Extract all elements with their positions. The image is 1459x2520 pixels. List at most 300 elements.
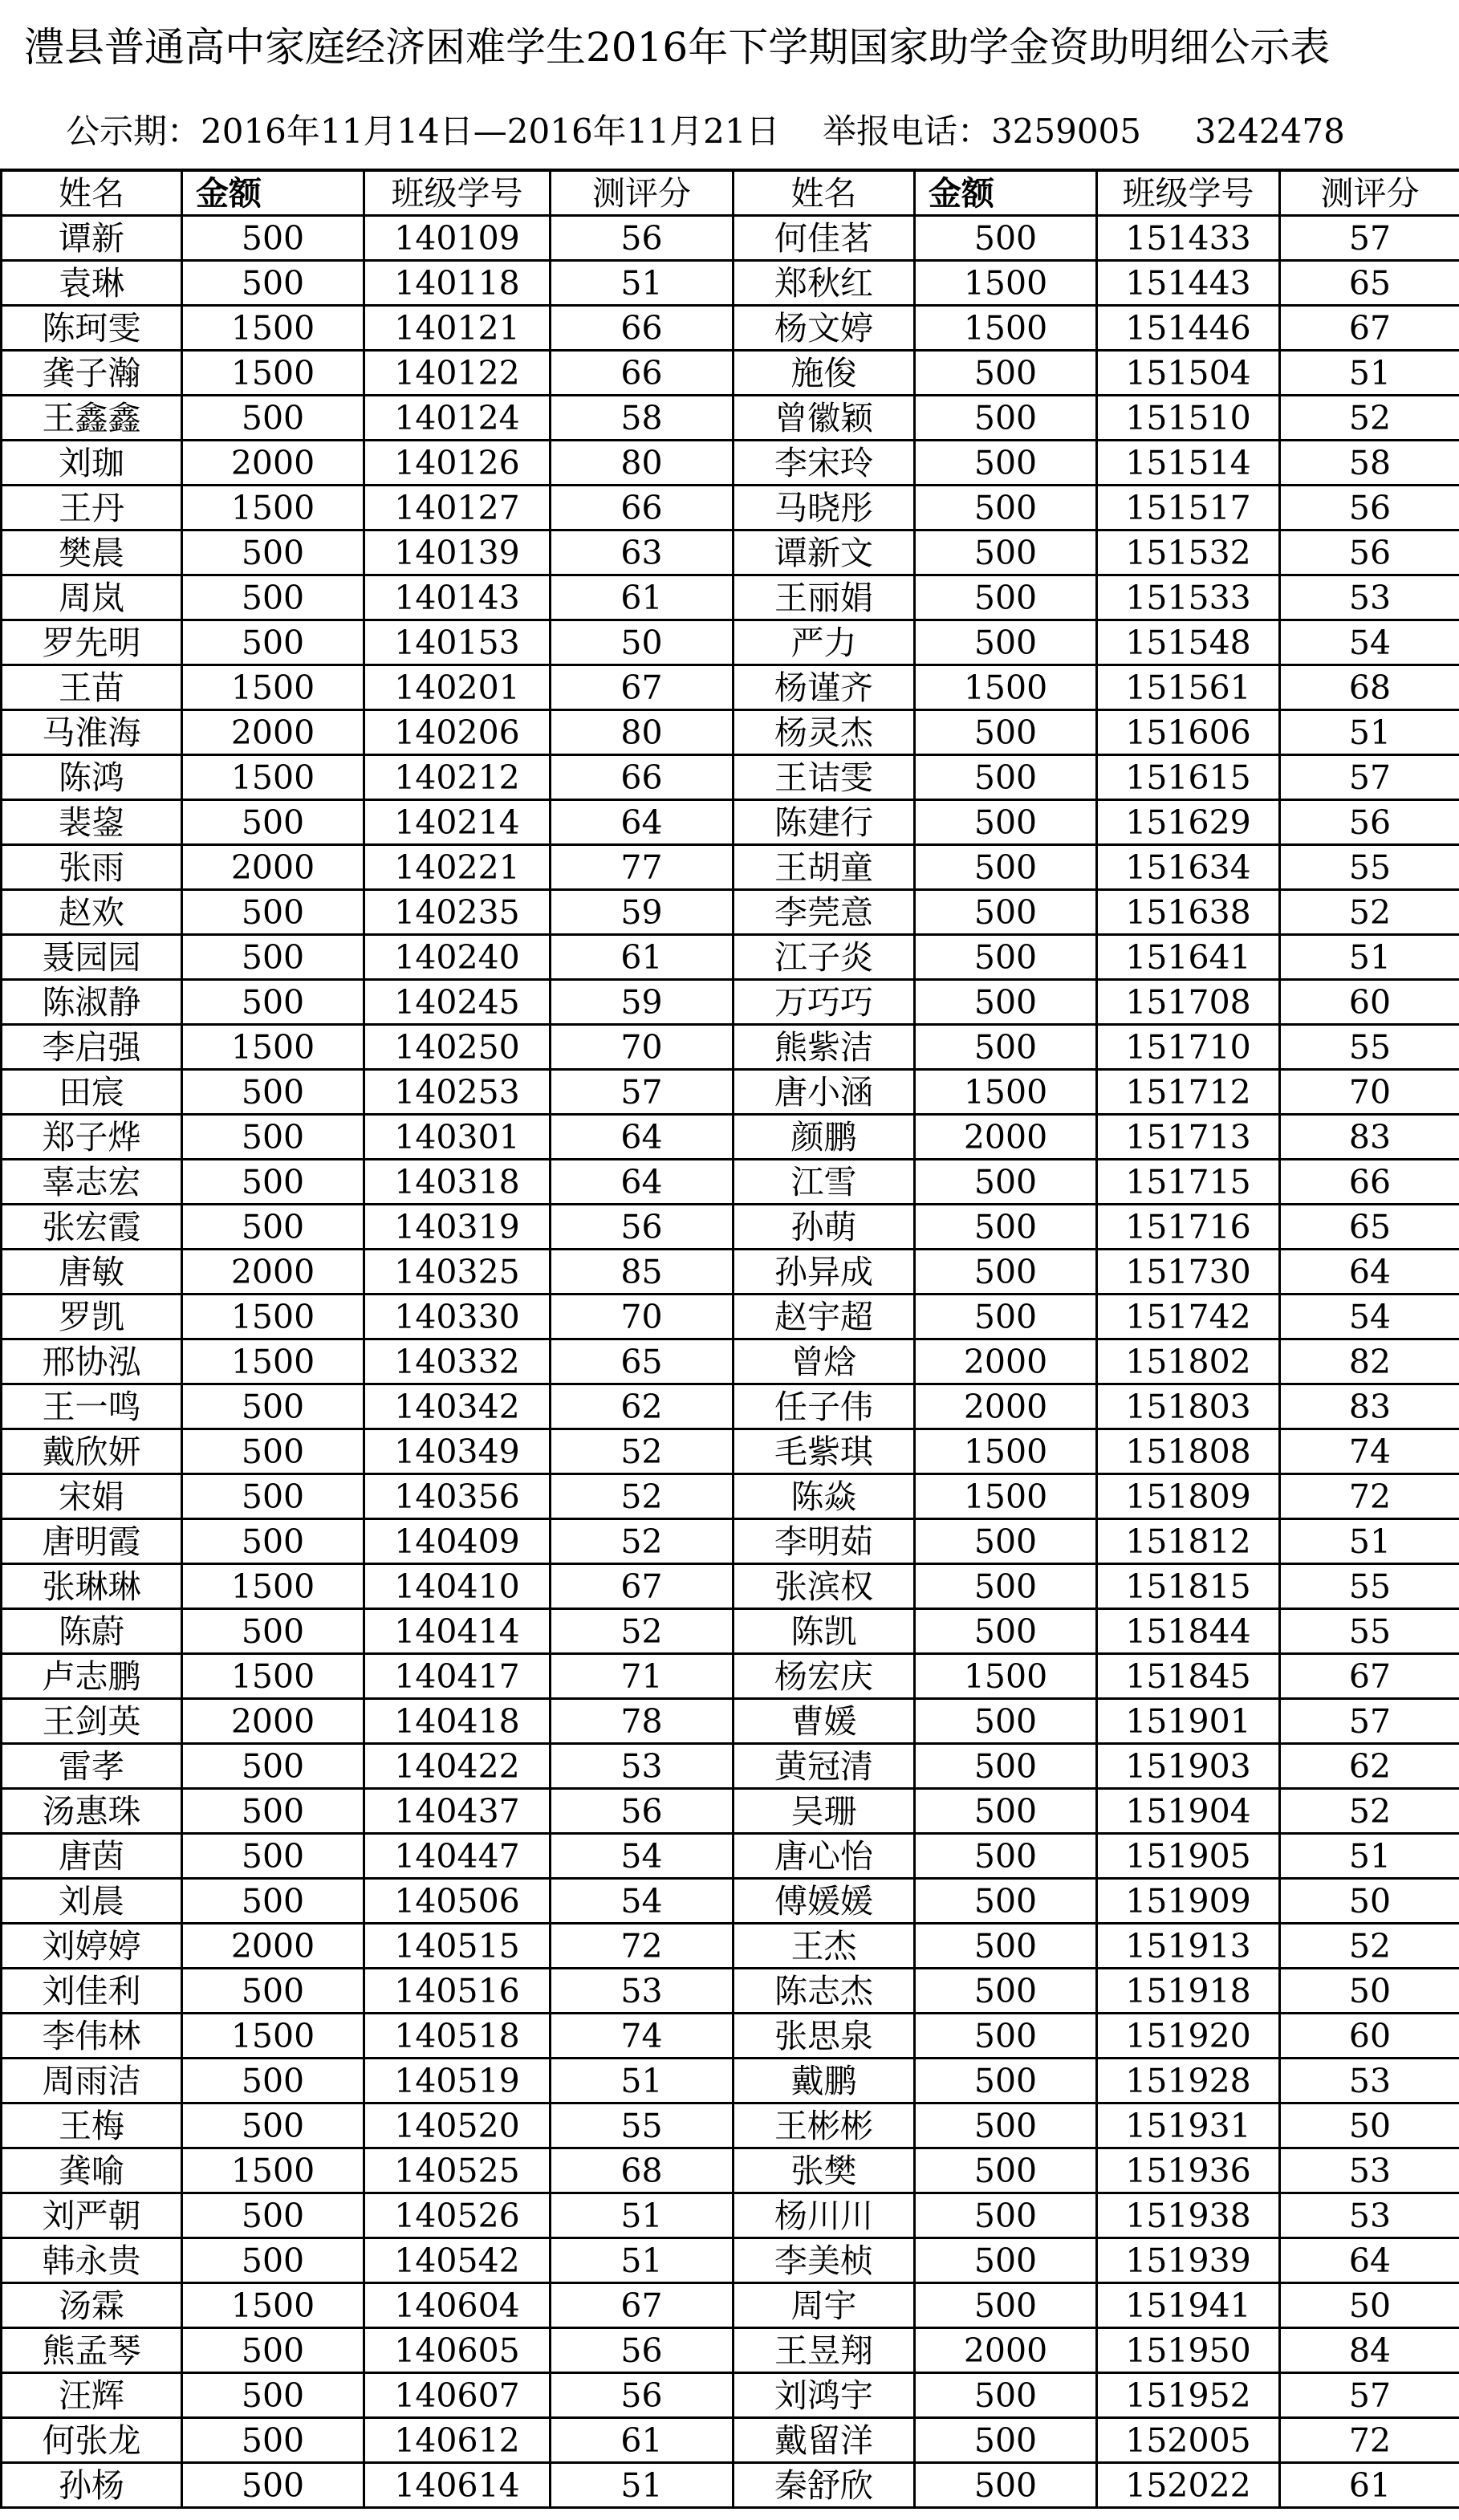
score-cell: 68 bbox=[1280, 665, 1459, 710]
table-row bbox=[2, 1834, 1459, 1879]
class-id-cell: 140221 bbox=[364, 845, 551, 890]
class-id-cell: 152022 bbox=[1097, 2463, 1280, 2508]
amount-cell: 500 bbox=[182, 1969, 364, 2014]
score-cell: 80 bbox=[551, 441, 734, 486]
score-cell: 50 bbox=[1280, 1879, 1459, 1924]
table-row bbox=[2, 1699, 1459, 1744]
score-cell: 56 bbox=[551, 2328, 734, 2373]
score-cell: 50 bbox=[1280, 2103, 1459, 2148]
score-cell: 51 bbox=[1280, 351, 1459, 396]
score-cell: 70 bbox=[1280, 1070, 1459, 1115]
score-cell: 65 bbox=[1280, 1205, 1459, 1250]
table-row bbox=[2, 261, 1459, 306]
score-cell: 74 bbox=[551, 2014, 734, 2059]
score-cell: 62 bbox=[551, 1384, 734, 1429]
score-cell: 56 bbox=[1280, 486, 1459, 530]
table-row bbox=[2, 1879, 1459, 1924]
class-id-cell: 140422 bbox=[364, 1744, 551, 1789]
score-cell: 63 bbox=[551, 530, 734, 575]
score-cell: 52 bbox=[1280, 1789, 1459, 1834]
name-cell: 李伟林 bbox=[2, 2014, 182, 2059]
name-cell: 王丹 bbox=[2, 486, 182, 530]
name-cell: 周宇 bbox=[734, 2283, 915, 2328]
name-cell: 李莞意 bbox=[734, 890, 915, 935]
score-cell: 51 bbox=[1280, 1834, 1459, 1879]
name-cell: 田宸 bbox=[2, 1070, 182, 1115]
name-cell: 熊紫洁 bbox=[734, 1025, 915, 1070]
class-id-cell: 151615 bbox=[1097, 755, 1280, 800]
name-cell: 李宋玲 bbox=[734, 441, 915, 486]
table-row bbox=[2, 980, 1459, 1025]
name-cell: 杨宏庆 bbox=[734, 1654, 915, 1699]
amount-cell: 500 bbox=[182, 1205, 364, 1250]
name-cell: 周岚 bbox=[2, 575, 182, 620]
amount-cell: 500 bbox=[915, 2193, 1097, 2238]
score-cell: 55 bbox=[1280, 1564, 1459, 1609]
class-id-cell: 140607 bbox=[364, 2373, 551, 2418]
amount-cell: 500 bbox=[182, 1160, 364, 1205]
score-cell: 54 bbox=[1280, 1295, 1459, 1339]
score-cell: 83 bbox=[1280, 1384, 1459, 1429]
amount-cell: 500 bbox=[182, 1879, 364, 1924]
class-id-cell: 151905 bbox=[1097, 1834, 1280, 1879]
class-id-cell: 151532 bbox=[1097, 530, 1280, 575]
table-row bbox=[2, 1429, 1459, 1474]
name-cell: 刘婷婷 bbox=[2, 1924, 182, 1969]
table-row bbox=[2, 890, 1459, 935]
name-cell: 张樊 bbox=[734, 2148, 915, 2193]
score-cell: 58 bbox=[551, 396, 734, 441]
score-cell: 70 bbox=[551, 1295, 734, 1339]
table-row bbox=[2, 1969, 1459, 2014]
amount-cell: 500 bbox=[915, 486, 1097, 530]
name-cell: 唐明霞 bbox=[2, 1519, 182, 1564]
name-cell: 汤惠珠 bbox=[2, 1789, 182, 1834]
name-cell: 王梅 bbox=[2, 2103, 182, 2148]
class-id-cell: 140520 bbox=[364, 2103, 551, 2148]
class-id-cell: 140325 bbox=[364, 1250, 551, 1295]
amount-cell: 500 bbox=[182, 980, 364, 1025]
score-cell: 59 bbox=[551, 980, 734, 1025]
class-id-cell: 140506 bbox=[364, 1879, 551, 1924]
class-id-cell: 151712 bbox=[1097, 1070, 1280, 1115]
class-id-cell: 140139 bbox=[364, 530, 551, 575]
class-id-cell: 140318 bbox=[364, 1160, 551, 1205]
class-id-cell: 151952 bbox=[1097, 2373, 1280, 2418]
score-cell: 66 bbox=[551, 351, 734, 396]
table-row bbox=[2, 2373, 1459, 2418]
table-row bbox=[2, 2014, 1459, 2059]
amount-cell: 1500 bbox=[182, 1025, 364, 1070]
name-cell: 郑秋红 bbox=[734, 261, 915, 306]
amount-cell: 500 bbox=[915, 2283, 1097, 2328]
score-cell: 61 bbox=[1280, 2463, 1459, 2508]
class-id-cell: 151730 bbox=[1097, 1250, 1280, 1295]
amount-cell: 2000 bbox=[915, 2328, 1097, 2373]
amount-cell: 500 bbox=[915, 1564, 1097, 1609]
name-cell: 汪辉 bbox=[2, 2373, 182, 2418]
score-cell: 51 bbox=[1280, 1519, 1459, 1564]
amount-cell: 500 bbox=[915, 1789, 1097, 1834]
score-cell: 57 bbox=[1280, 755, 1459, 800]
class-id-cell: 151716 bbox=[1097, 1205, 1280, 1250]
amount-cell: 500 bbox=[182, 2463, 364, 2508]
name-cell: 邢协泓 bbox=[2, 1339, 182, 1384]
amount-cell: 1500 bbox=[915, 665, 1097, 710]
name-cell: 裴鋆 bbox=[2, 800, 182, 845]
table-row bbox=[2, 1654, 1459, 1699]
score-cell: 60 bbox=[1280, 980, 1459, 1025]
score-cell: 64 bbox=[551, 1160, 734, 1205]
grant-table-container bbox=[0, 169, 1459, 2509]
score-cell: 68 bbox=[551, 2148, 734, 2193]
score-cell: 58 bbox=[1280, 441, 1459, 486]
class-id-cell: 151433 bbox=[1097, 216, 1280, 261]
amount-cell: 2000 bbox=[915, 1115, 1097, 1160]
class-id-cell: 140437 bbox=[364, 1789, 551, 1834]
name-cell: 陈志杰 bbox=[734, 1969, 915, 2014]
amount-cell: 2000 bbox=[182, 845, 364, 890]
score-cell: 67 bbox=[1280, 1654, 1459, 1699]
class-id-cell: 151446 bbox=[1097, 306, 1280, 351]
amount-cell: 1500 bbox=[182, 1339, 364, 1384]
name-cell: 王胡童 bbox=[734, 845, 915, 890]
class-id-cell: 140235 bbox=[364, 890, 551, 935]
class-id-cell: 151913 bbox=[1097, 1924, 1280, 1969]
class-id-cell: 140417 bbox=[364, 1654, 551, 1699]
amount-cell: 2000 bbox=[182, 441, 364, 486]
table-row bbox=[2, 2059, 1459, 2103]
class-id-cell: 151815 bbox=[1097, 1564, 1280, 1609]
class-id-cell: 151918 bbox=[1097, 1969, 1280, 2014]
amount-cell: 500 bbox=[915, 2418, 1097, 2463]
name-cell: 王剑英 bbox=[2, 1699, 182, 1744]
amount-cell: 500 bbox=[915, 1519, 1097, 1564]
class-id-cell: 151928 bbox=[1097, 2059, 1280, 2103]
amount-cell: 500 bbox=[915, 1025, 1097, 1070]
table-row bbox=[2, 216, 1459, 261]
name-cell: 王鑫鑫 bbox=[2, 396, 182, 441]
amount-cell: 500 bbox=[915, 351, 1097, 396]
class-id-cell: 151561 bbox=[1097, 665, 1280, 710]
amount-cell: 500 bbox=[182, 1744, 364, 1789]
amount-cell: 2000 bbox=[182, 710, 364, 755]
name-cell: 杨川川 bbox=[734, 2193, 915, 2238]
name-cell: 郑子烨 bbox=[2, 1115, 182, 1160]
class-id-cell: 140240 bbox=[364, 935, 551, 980]
name-cell: 王丽娟 bbox=[734, 575, 915, 620]
score-cell: 66 bbox=[551, 755, 734, 800]
class-id-cell: 140515 bbox=[364, 1924, 551, 1969]
class-id-cell: 151904 bbox=[1097, 1789, 1280, 1834]
score-cell: 52 bbox=[551, 1429, 734, 1474]
table-row bbox=[2, 1564, 1459, 1609]
table-row bbox=[2, 1205, 1459, 1250]
score-cell: 65 bbox=[551, 1339, 734, 1384]
table-row bbox=[2, 935, 1459, 980]
amount-cell: 500 bbox=[915, 575, 1097, 620]
amount-cell: 500 bbox=[915, 2103, 1097, 2148]
name-cell: 张宏霞 bbox=[2, 1205, 182, 1250]
name-cell: 王诘雯 bbox=[734, 755, 915, 800]
score-cell: 55 bbox=[551, 2103, 734, 2148]
score-cell: 51 bbox=[1280, 710, 1459, 755]
class-id-cell: 151909 bbox=[1097, 1879, 1280, 1924]
amount-cell: 1500 bbox=[915, 306, 1097, 351]
class-id-cell: 140301 bbox=[364, 1115, 551, 1160]
name-cell: 赵宇超 bbox=[734, 1295, 915, 1339]
name-cell: 刘鸿宇 bbox=[734, 2373, 915, 2418]
name-cell: 李启强 bbox=[2, 1025, 182, 1070]
amount-cell: 1500 bbox=[915, 1429, 1097, 1474]
table-row bbox=[2, 1609, 1459, 1654]
table-row bbox=[2, 755, 1459, 800]
amount-cell: 500 bbox=[915, 890, 1097, 935]
notice-period: 公示期：2016年11月14日—2016年11月21日 举报电话：3259005 3242478 bbox=[66, 112, 1345, 151]
name-cell: 杨灵杰 bbox=[734, 710, 915, 755]
score-cell: 61 bbox=[551, 935, 734, 980]
name-cell: 宋娟 bbox=[2, 1474, 182, 1519]
amount-cell: 500 bbox=[182, 530, 364, 575]
class-id-cell: 140153 bbox=[364, 620, 551, 665]
table-row bbox=[2, 1115, 1459, 1160]
score-cell: 51 bbox=[551, 2463, 734, 2508]
class-id-cell: 151938 bbox=[1097, 2193, 1280, 2238]
amount-cell: 500 bbox=[915, 800, 1097, 845]
amount-cell: 500 bbox=[915, 2238, 1097, 2283]
amount-cell: 500 bbox=[915, 1205, 1097, 1250]
name-cell: 吴珊 bbox=[734, 1789, 915, 1834]
name-cell: 唐茵 bbox=[2, 1834, 182, 1879]
class-id-cell: 151939 bbox=[1097, 2238, 1280, 2283]
header-name: 姓名 bbox=[2, 170, 182, 216]
name-cell: 杨谨齐 bbox=[734, 665, 915, 710]
score-cell: 64 bbox=[1280, 1250, 1459, 1295]
score-cell: 56 bbox=[551, 1789, 734, 1834]
table-row bbox=[2, 530, 1459, 575]
class-id-cell: 140212 bbox=[364, 755, 551, 800]
score-cell: 50 bbox=[1280, 1969, 1459, 2014]
score-cell: 57 bbox=[1280, 2373, 1459, 2418]
name-cell: 刘严朝 bbox=[2, 2193, 182, 2238]
header-amount: 金额 bbox=[182, 170, 364, 216]
name-cell: 傅媛媛 bbox=[734, 1879, 915, 1924]
name-cell: 张思泉 bbox=[734, 2014, 915, 2059]
name-cell: 罗凯 bbox=[2, 1295, 182, 1339]
header-class-id: 班级学号 bbox=[1097, 170, 1280, 216]
score-cell: 53 bbox=[1280, 2193, 1459, 2238]
name-cell: 王一鸣 bbox=[2, 1384, 182, 1429]
score-cell: 51 bbox=[1280, 935, 1459, 980]
amount-cell: 500 bbox=[915, 1250, 1097, 1295]
name-cell: 王昱翔 bbox=[734, 2328, 915, 2373]
class-id-cell: 140109 bbox=[364, 216, 551, 261]
table-row bbox=[2, 845, 1459, 890]
name-cell: 聂园园 bbox=[2, 935, 182, 980]
table-row bbox=[2, 710, 1459, 755]
score-cell: 64 bbox=[551, 1115, 734, 1160]
score-cell: 57 bbox=[1280, 1699, 1459, 1744]
amount-cell: 1500 bbox=[182, 306, 364, 351]
amount-cell: 500 bbox=[182, 1834, 364, 1879]
score-cell: 50 bbox=[551, 620, 734, 665]
score-cell: 53 bbox=[1280, 575, 1459, 620]
name-cell: 江雪 bbox=[734, 1160, 915, 1205]
table-row bbox=[2, 2328, 1459, 2373]
name-cell: 秦舒欣 bbox=[734, 2463, 915, 2508]
name-cell: 万巧巧 bbox=[734, 980, 915, 1025]
class-id-cell: 151802 bbox=[1097, 1339, 1280, 1384]
name-cell: 熊孟琴 bbox=[2, 2328, 182, 2373]
name-cell: 辜志宏 bbox=[2, 1160, 182, 1205]
name-cell: 马晓彤 bbox=[734, 486, 915, 530]
class-id-cell: 140122 bbox=[364, 351, 551, 396]
score-cell: 65 bbox=[1280, 261, 1459, 306]
name-cell: 龚喻 bbox=[2, 2148, 182, 2193]
name-cell: 罗先明 bbox=[2, 620, 182, 665]
amount-cell: 1500 bbox=[182, 665, 364, 710]
amount-cell: 1500 bbox=[182, 1654, 364, 1699]
amount-cell: 500 bbox=[915, 2059, 1097, 2103]
name-cell: 孙异成 bbox=[734, 1250, 915, 1295]
class-id-cell: 140604 bbox=[364, 2283, 551, 2328]
table-row bbox=[2, 441, 1459, 486]
class-id-cell: 140118 bbox=[364, 261, 551, 306]
class-id-cell: 140605 bbox=[364, 2328, 551, 2373]
class-id-cell: 140253 bbox=[364, 1070, 551, 1115]
amount-cell: 1500 bbox=[915, 1474, 1097, 1519]
amount-cell: 500 bbox=[182, 2103, 364, 2148]
amount-cell: 2000 bbox=[915, 1339, 1097, 1384]
class-id-cell: 140126 bbox=[364, 441, 551, 486]
class-id-cell: 140250 bbox=[364, 1025, 551, 1070]
amount-cell: 500 bbox=[182, 2059, 364, 2103]
header-score: 测评分 bbox=[1280, 170, 1459, 216]
header-name: 姓名 bbox=[734, 170, 915, 216]
amount-cell: 1500 bbox=[182, 2283, 364, 2328]
header-amount: 金额 bbox=[915, 170, 1097, 216]
name-cell: 唐敏 bbox=[2, 1250, 182, 1295]
name-cell: 陈焱 bbox=[734, 1474, 915, 1519]
amount-cell: 500 bbox=[915, 1879, 1097, 1924]
name-cell: 韩永贵 bbox=[2, 2238, 182, 2283]
class-id-cell: 151634 bbox=[1097, 845, 1280, 890]
table-row bbox=[2, 800, 1459, 845]
class-id-cell: 140519 bbox=[364, 2059, 551, 2103]
name-cell: 李美桢 bbox=[734, 2238, 915, 2283]
name-cell: 何佳茗 bbox=[734, 216, 915, 261]
class-id-cell: 140124 bbox=[364, 396, 551, 441]
amount-cell: 500 bbox=[915, 1744, 1097, 1789]
amount-cell: 500 bbox=[915, 1609, 1097, 1654]
amount-cell: 500 bbox=[915, 2373, 1097, 2418]
table-row bbox=[2, 486, 1459, 530]
score-cell: 80 bbox=[551, 710, 734, 755]
name-cell: 王苗 bbox=[2, 665, 182, 710]
class-id-cell: 151443 bbox=[1097, 261, 1280, 306]
score-cell: 52 bbox=[1280, 1924, 1459, 1969]
amount-cell: 500 bbox=[182, 1474, 364, 1519]
amount-cell: 1500 bbox=[915, 261, 1097, 306]
class-id-cell: 151548 bbox=[1097, 620, 1280, 665]
name-cell: 曾焓 bbox=[734, 1339, 915, 1384]
class-id-cell: 151517 bbox=[1097, 486, 1280, 530]
score-cell: 71 bbox=[551, 1654, 734, 1699]
amount-cell: 500 bbox=[915, 1924, 1097, 1969]
name-cell: 严力 bbox=[734, 620, 915, 665]
score-cell: 56 bbox=[1280, 800, 1459, 845]
class-id-cell: 140121 bbox=[364, 306, 551, 351]
score-cell: 62 bbox=[1280, 1744, 1459, 1789]
name-cell: 陈蔚 bbox=[2, 1609, 182, 1654]
score-cell: 60 bbox=[1280, 2014, 1459, 2059]
score-cell: 77 bbox=[551, 845, 734, 890]
name-cell: 周雨洁 bbox=[2, 2059, 182, 2103]
score-cell: 51 bbox=[551, 261, 734, 306]
name-cell: 戴鹏 bbox=[734, 2059, 915, 2103]
class-id-cell: 151715 bbox=[1097, 1160, 1280, 1205]
name-cell: 谭新文 bbox=[734, 530, 915, 575]
score-cell: 59 bbox=[551, 890, 734, 935]
score-cell: 51 bbox=[551, 2059, 734, 2103]
name-cell: 王彬彬 bbox=[734, 2103, 915, 2148]
class-id-cell: 140342 bbox=[364, 1384, 551, 1429]
score-cell: 83 bbox=[1280, 1115, 1459, 1160]
class-id-cell: 151808 bbox=[1097, 1429, 1280, 1474]
amount-cell: 2000 bbox=[182, 1250, 364, 1295]
class-id-cell: 140349 bbox=[364, 1429, 551, 1474]
table-row bbox=[2, 665, 1459, 710]
class-id-cell: 140127 bbox=[364, 486, 551, 530]
class-id-cell: 151514 bbox=[1097, 441, 1280, 486]
name-cell: 龚子瀚 bbox=[2, 351, 182, 396]
name-cell: 毛紫琪 bbox=[734, 1429, 915, 1474]
class-id-cell: 140356 bbox=[364, 1474, 551, 1519]
score-cell: 57 bbox=[1280, 216, 1459, 261]
table-row bbox=[2, 2418, 1459, 2463]
score-cell: 52 bbox=[1280, 396, 1459, 441]
amount-cell: 500 bbox=[182, 1384, 364, 1429]
class-id-cell: 140518 bbox=[364, 2014, 551, 2059]
score-cell: 54 bbox=[551, 1834, 734, 1879]
table-row bbox=[2, 1789, 1459, 1834]
amount-cell: 500 bbox=[182, 2373, 364, 2418]
amount-cell: 500 bbox=[182, 935, 364, 980]
name-cell: 刘佳利 bbox=[2, 1969, 182, 2014]
amount-cell: 1500 bbox=[915, 1070, 1097, 1115]
score-cell: 72 bbox=[551, 1924, 734, 1969]
table-row bbox=[2, 1744, 1459, 1789]
amount-cell: 500 bbox=[915, 620, 1097, 665]
score-cell: 52 bbox=[551, 1609, 734, 1654]
score-cell: 54 bbox=[1280, 620, 1459, 665]
score-cell: 51 bbox=[551, 2238, 734, 2283]
amount-cell: 500 bbox=[915, 2148, 1097, 2193]
amount-cell: 500 bbox=[182, 575, 364, 620]
name-cell: 刘珈 bbox=[2, 441, 182, 486]
score-cell: 82 bbox=[1280, 1339, 1459, 1384]
amount-cell: 1500 bbox=[182, 486, 364, 530]
table-row bbox=[2, 2238, 1459, 2283]
score-cell: 53 bbox=[551, 1744, 734, 1789]
name-cell: 张雨 bbox=[2, 845, 182, 890]
score-cell: 53 bbox=[1280, 2059, 1459, 2103]
class-id-cell: 151950 bbox=[1097, 2328, 1280, 2373]
class-id-cell: 151920 bbox=[1097, 2014, 1280, 2059]
name-cell: 施俊 bbox=[734, 351, 915, 396]
table-row bbox=[2, 1474, 1459, 1519]
score-cell: 67 bbox=[1280, 306, 1459, 351]
